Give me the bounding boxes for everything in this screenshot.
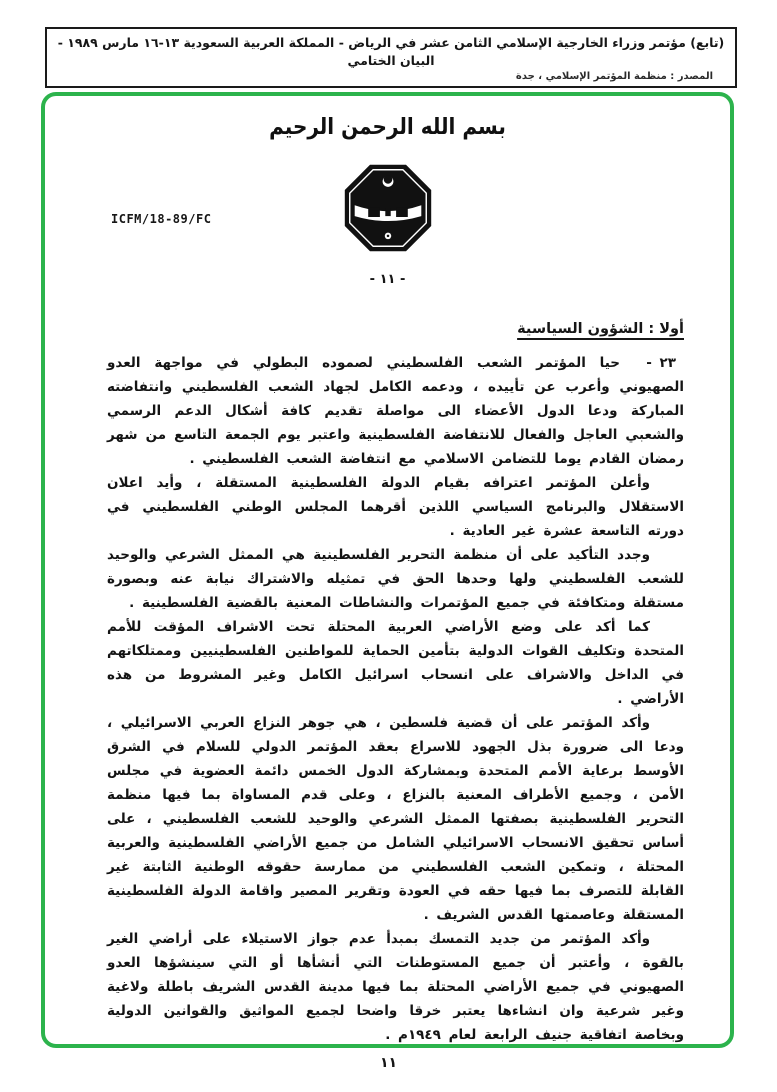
bismillah-calligraphy: بسم الله الرحمن الرحيم	[269, 112, 506, 140]
paragraph-4: كما أكد على وضع الأراضي العربية المحتلة تحت الاشراف المؤقت للأمم المتحدة وتكليف القوات الدولية بتأمين الحماية للمواطنين الفلسطينيين وممتلكاتهم في الداخل والاشراف على انسحاب اسرائيل الكامل وغير المشروط من هذه الأراضي .	[107, 619, 684, 707]
header-title: (تابع) مؤتمر وزراء الخارجية الإسلامي الثامن عشر في الرياض - المملكة العربية السعودية ١٣-١٦ مارس ١٩٨٩ - البيان الختامي	[57, 35, 725, 68]
document-header	[45, 27, 737, 88]
page-marker: - ١١ -	[369, 272, 406, 287]
footer-page-number: ١١	[379, 1055, 398, 1071]
document-frame	[41, 92, 734, 1048]
oic-emblem-icon	[343, 162, 433, 254]
item-number: ٢٣ -	[646, 355, 676, 371]
section-heading-text: أولا : الشؤون السياسية	[517, 321, 684, 337]
header-source: المصدر : منظمة المؤتمر الإسلامي ، جدة	[515, 71, 713, 82]
paragraph-6: وأكد المؤتمر من جديد التمسك بمبدأ عدم جواز الاستيلاء على أراضي الغير بالقوة ، وأعتبر أن جميع المستوطنات التي أنشأها أو التي سينشؤها العدو الصهيوني في جميع الأراضي المحتلة بما فيها مدينة القدس الشريف باطلة ولاغية وغير شرعية وان انشاءها يعتبر خرقا واضحا لجميع المواثيق والقوانين الدولية وبخاصة اتفاقية جنيف الرابعة لعام ١٩٤٩م .	[107, 931, 684, 1043]
paragraph-3: وجدد التأكيد على أن منظمة التحرير الفلسطينية هي الممثل الشرعي والوحيد للشعب الفلسطيني ولها وحدها الحق في تمثيله والاشتراك نيابة عنه وبصورة مستقلة ومتكافئة في جميع المؤتمرات والنشاطات المعنية بالقضية الفلسطينية .	[107, 547, 684, 611]
section-heading	[45, 321, 684, 337]
document-reference-number: ICFM/18-89/FC	[111, 212, 212, 226]
paragraph-2: وأعلن المؤتمر اعترافه بقيام الدولة الفلسطينية المستقلة ، وأيد اعلان الاستقلال والبرنامج السياسي اللذين أقرهما المجلس الوطني الفلسطيني في دورته التاسعة عشرة غير العادية .	[107, 475, 684, 539]
emblem-row	[45, 162, 730, 254]
document-body	[107, 351, 684, 1047]
paragraph-1: حيا المؤتمر الشعب الفلسطيني لصموده البطولي في مواجهة العدو الصهيوني وأعرب عن تأييده ، ودعمه الكامل لجهاد الشعب الفلسطيني وانتفاضته المباركة ودعا الدول الأعضاء الى مواصلة تقديم كافة أشكال الدعم الرسمي والشعبي العاجل والفعال للانتفاضة الفلسطينية واعتبر يوم الجمعة التاسع من شهر رمضان القادم يوما للتضامن الاسلامي مع انتفاضة الشعب الفلسطيني .	[107, 355, 684, 467]
paragraph-5: وأكد المؤتمر على أن قضية فلسطين ، هي جوهر النزاع العربي الاسرائيلي ، ودعا الى ضرورة بذل الجهود للاسراع بعقد المؤتمر الدولي للسلام في الشرق الأوسط برعاية الأمم المتحدة وبمشاركة الدول الخمس دائمة العضوية في مجلس الأمن ، وجميع الأطراف المعنية بالنزاع ، وعلى قدم المساواة بما فيها منظمة التحرير الفلسطينية بصفتها الممثل الشرعي والوحيد للشعب الفلسطيني ، على أساس تحقيق الانسحاب الاسرائيلي الشامل من جميع الأراضي الفلسطينية والعربية المحتلة ، وتمكين الشعب الفلسطيني من ممارسة حقوقه الوطنية الثابتة غير القابلة للتصرف بما فيها حقه في العودة وتقرير المصير واقامة الدولة الفلسطينية المستقلة وعاصمتها القدس الشريف .	[107, 715, 684, 923]
